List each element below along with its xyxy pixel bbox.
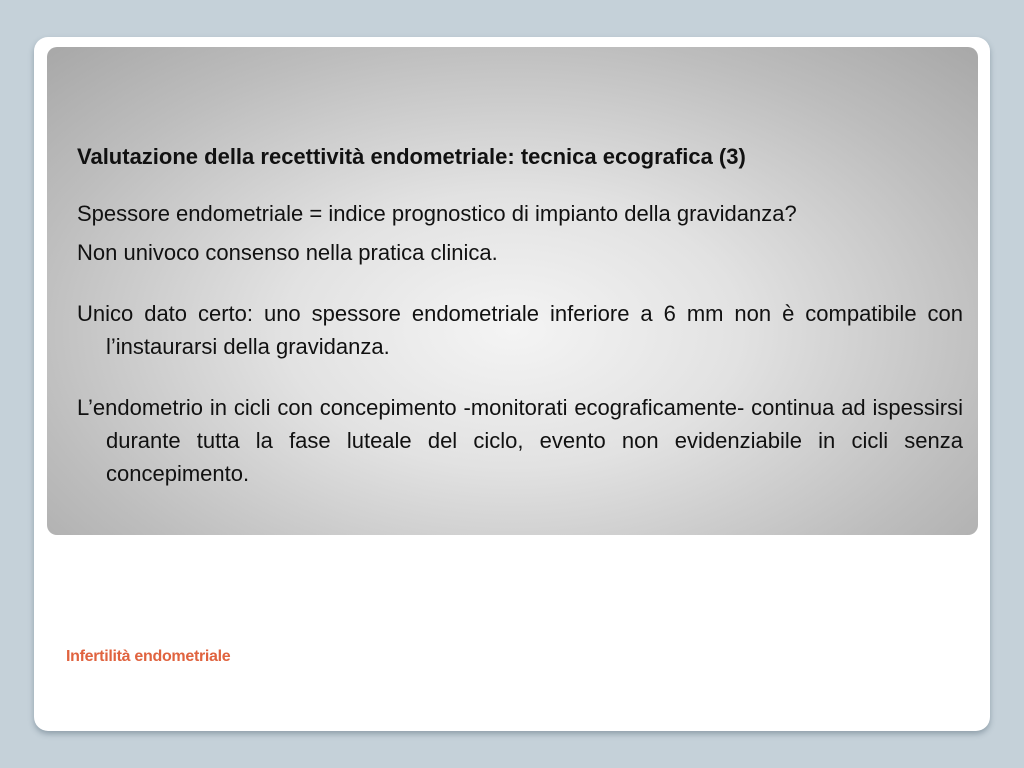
slide-footer: Infertilità endometriale (66, 648, 231, 665)
paragraph-thickness: Spessore endometriale = indice prognostico di impianto della gravidanza? (77, 201, 797, 226)
paragraph-certain-data: Unico dato certo: uno spessore endometriale inferiore a 6 mm non è compatibile con l’instaurarsi della gravidanza. (77, 301, 963, 359)
slide-content (77, 140, 963, 490)
paragraph-conception-cycles: L’endometrio in cicli con concepimento -monitorati ecograficamente- continua ad ispessirsi durante tutta la fase luteale del ciclo, evento non evidenziabile in cicli senza concepimento. (77, 395, 963, 486)
slide-heading: Valutazione della recettività endometriale: tecnica ecografica (3) (77, 144, 746, 169)
paragraph-consensus: Non univoco consenso nella pratica clinica. (77, 240, 498, 265)
